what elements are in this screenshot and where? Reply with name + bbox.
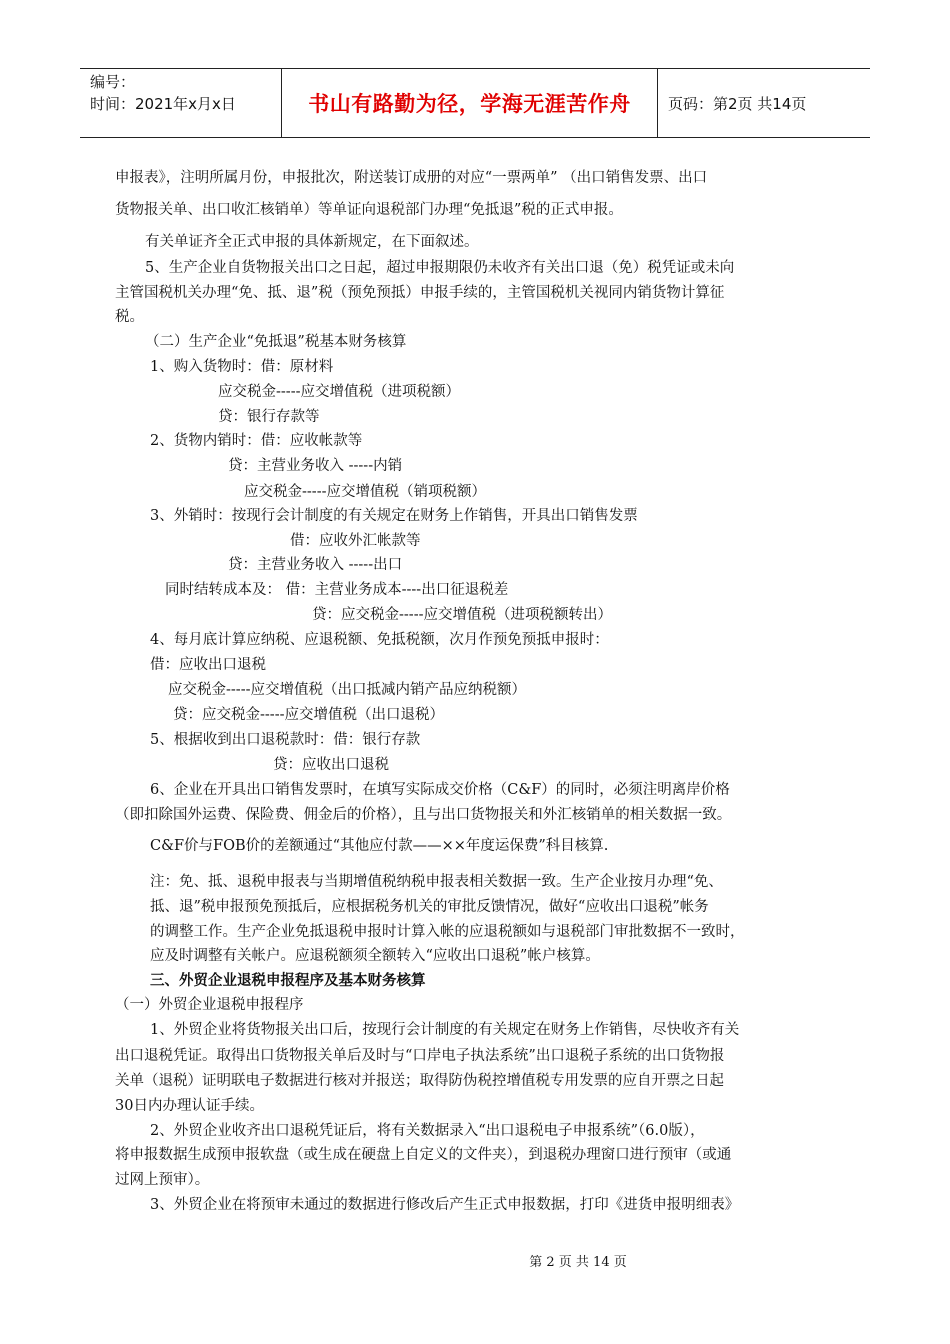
body-line: （即扣除国外运费、保险费、佣金后的价格），且与出口货物报关和外汇核销单的相关数据一致。 — [115, 807, 732, 823]
header-page-number: 页码：第2页 共14页 — [668, 94, 807, 113]
document-number-label: 编号： — [90, 73, 136, 91]
body-line: 贷：应交税金-----应交增值税（出口退税） — [173, 707, 444, 723]
body-line: 关单（退税）证明联电子数据进行核对并报送；取得防伪税控增值税专用发票的应自开票之日起 — [115, 1073, 724, 1089]
page-footer — [0, 1251, 950, 1270]
body-line: 3、外销时：按现行会计制度的有关规定在财务上作销售，开具出口销售发票 — [150, 508, 638, 524]
body-line: 过网上预审）。 — [115, 1172, 210, 1188]
section-heading: （一）外贸企业退税申报程序 — [115, 997, 304, 1013]
note-line: 抵、退”税申报预免预抵后，应根据税务机关的审批反馈情况，做好“应收出口退税”帐务 — [150, 899, 709, 915]
section-heading: （二）生产企业“免抵退”税基本财务核算 — [145, 334, 407, 350]
body-line: 主管国税机关办理“免、抵、退”税（预免预抵）申报手续的，主管国税机关视同内销货物计算征 — [115, 285, 725, 301]
body-line: 贷：应收出口退税 — [273, 757, 389, 773]
body-line: 贷：主营业务收入 -----出口 — [228, 557, 403, 573]
header-meta — [80, 69, 282, 137]
body-line: 借：应收出口退税 — [150, 657, 266, 673]
body-line: 同时结转成本及： 借：主营业务成本----出口征退税差 — [165, 582, 509, 598]
note-line: 应及时调整有关帐户。应退税额须全额转入“应收出口退税”帐户核算。 — [150, 948, 600, 964]
body-line: 借：应收外汇帐款等 — [290, 533, 421, 549]
body-line: 出口退税凭证。取得出口货物报关单后及时与“口岸电子执法系统”出口退税子系统的出口货物报 — [115, 1048, 725, 1064]
note-line: 的调整工作。生产企业免抵退税申报时计算入帐的应退税额如与退税部门审批数据不一致时， — [150, 924, 745, 940]
body-line: 有关单证齐全正式申报的具体新规定，在下面叙述。 — [145, 234, 479, 250]
body-line: 税。 — [115, 309, 144, 325]
body-line: 3、外贸企业在将预审未通过的数据进行修改后产生正式申报数据，打印《进货申报明细表》 — [150, 1197, 740, 1213]
body-line: 应交税金-----应交增值税（出口抵减内销产品应纳税额） — [168, 682, 526, 698]
body-line: 应交税金-----应交增值税（进项税额） — [218, 384, 460, 400]
body-line: C&F价与FOB价的差额通过“其他应付款——××年度运保费”科目核算. — [150, 838, 609, 854]
footer-page-number: 第 2 页 共 14 页 — [529, 1255, 627, 1270]
body-line: 货物报关单、出口收汇核销单）等单证向退税部门办理“免抵退”税的正式申报。 — [115, 202, 623, 218]
body-line: 贷：银行存款等 — [218, 409, 320, 425]
body-line: 2、货物内销时：借：应收帐款等 — [150, 433, 363, 449]
body-line: 2、外贸企业收齐出口退税凭证后，将有关数据录入“出口退税电子申报系统”（6.0版）， — [150, 1123, 705, 1139]
header-motto: 书山有路勤为径，学海无涯苦作舟 — [308, 91, 631, 116]
body-line: 应交税金-----应交增值税（销项税额） — [244, 484, 486, 500]
body-line: 30日内办理认证手续。 — [115, 1098, 264, 1114]
body-line: 贷：主营业务收入 -----内销 — [228, 458, 403, 474]
body-line: 5、根据收到出口退税款时：借：银行存款 — [150, 732, 421, 748]
body-line: 1、购入货物时：借：原材料 — [150, 359, 334, 375]
body-line: 将申报数据生成预申报软盘（或生成在硬盘上自定义的文件夹），到退税办理窗口进行预审（或通 — [115, 1147, 732, 1163]
body-line: 贷：应交税金-----应交增值税（进项税额转出） — [312, 607, 612, 623]
body-line: 4、每月底计算应纳税、应退税额、免抵税额，次月作预免预抵申报时： — [150, 632, 609, 648]
header-page-cell — [658, 69, 870, 137]
page-header — [80, 68, 870, 138]
body-line: 1、外贸企业将货物报关出口后，按现行会计制度的有关规定在财务上作销售，尽快收齐有关 — [150, 1022, 740, 1038]
body-line: 6、企业在开具出口销售发票时，在填写实际成交价格（C&F）的同时，必须注明离岸价格 — [150, 782, 730, 798]
body-line: 申报表》，注明所属月份，申报批次，附送装订成册的对应“一票两单” （出口销售发票、出口 — [115, 170, 708, 186]
document-date-label: 时间：2021年x月x日 — [90, 95, 236, 113]
note-line: 注：免、抵、退税申报表与当期增值税纳税申报表相关数据一致。生产企业按月办理“免、 — [150, 874, 723, 890]
body-line: 5、生产企业自货物报关出口之日起，超过申报期限仍未收齐有关出口退（免）税凭证或未向 — [145, 260, 735, 276]
section-heading: 三、外贸企业退税申报程序及基本财务核算 — [150, 972, 426, 989]
header-motto-cell — [282, 69, 658, 137]
